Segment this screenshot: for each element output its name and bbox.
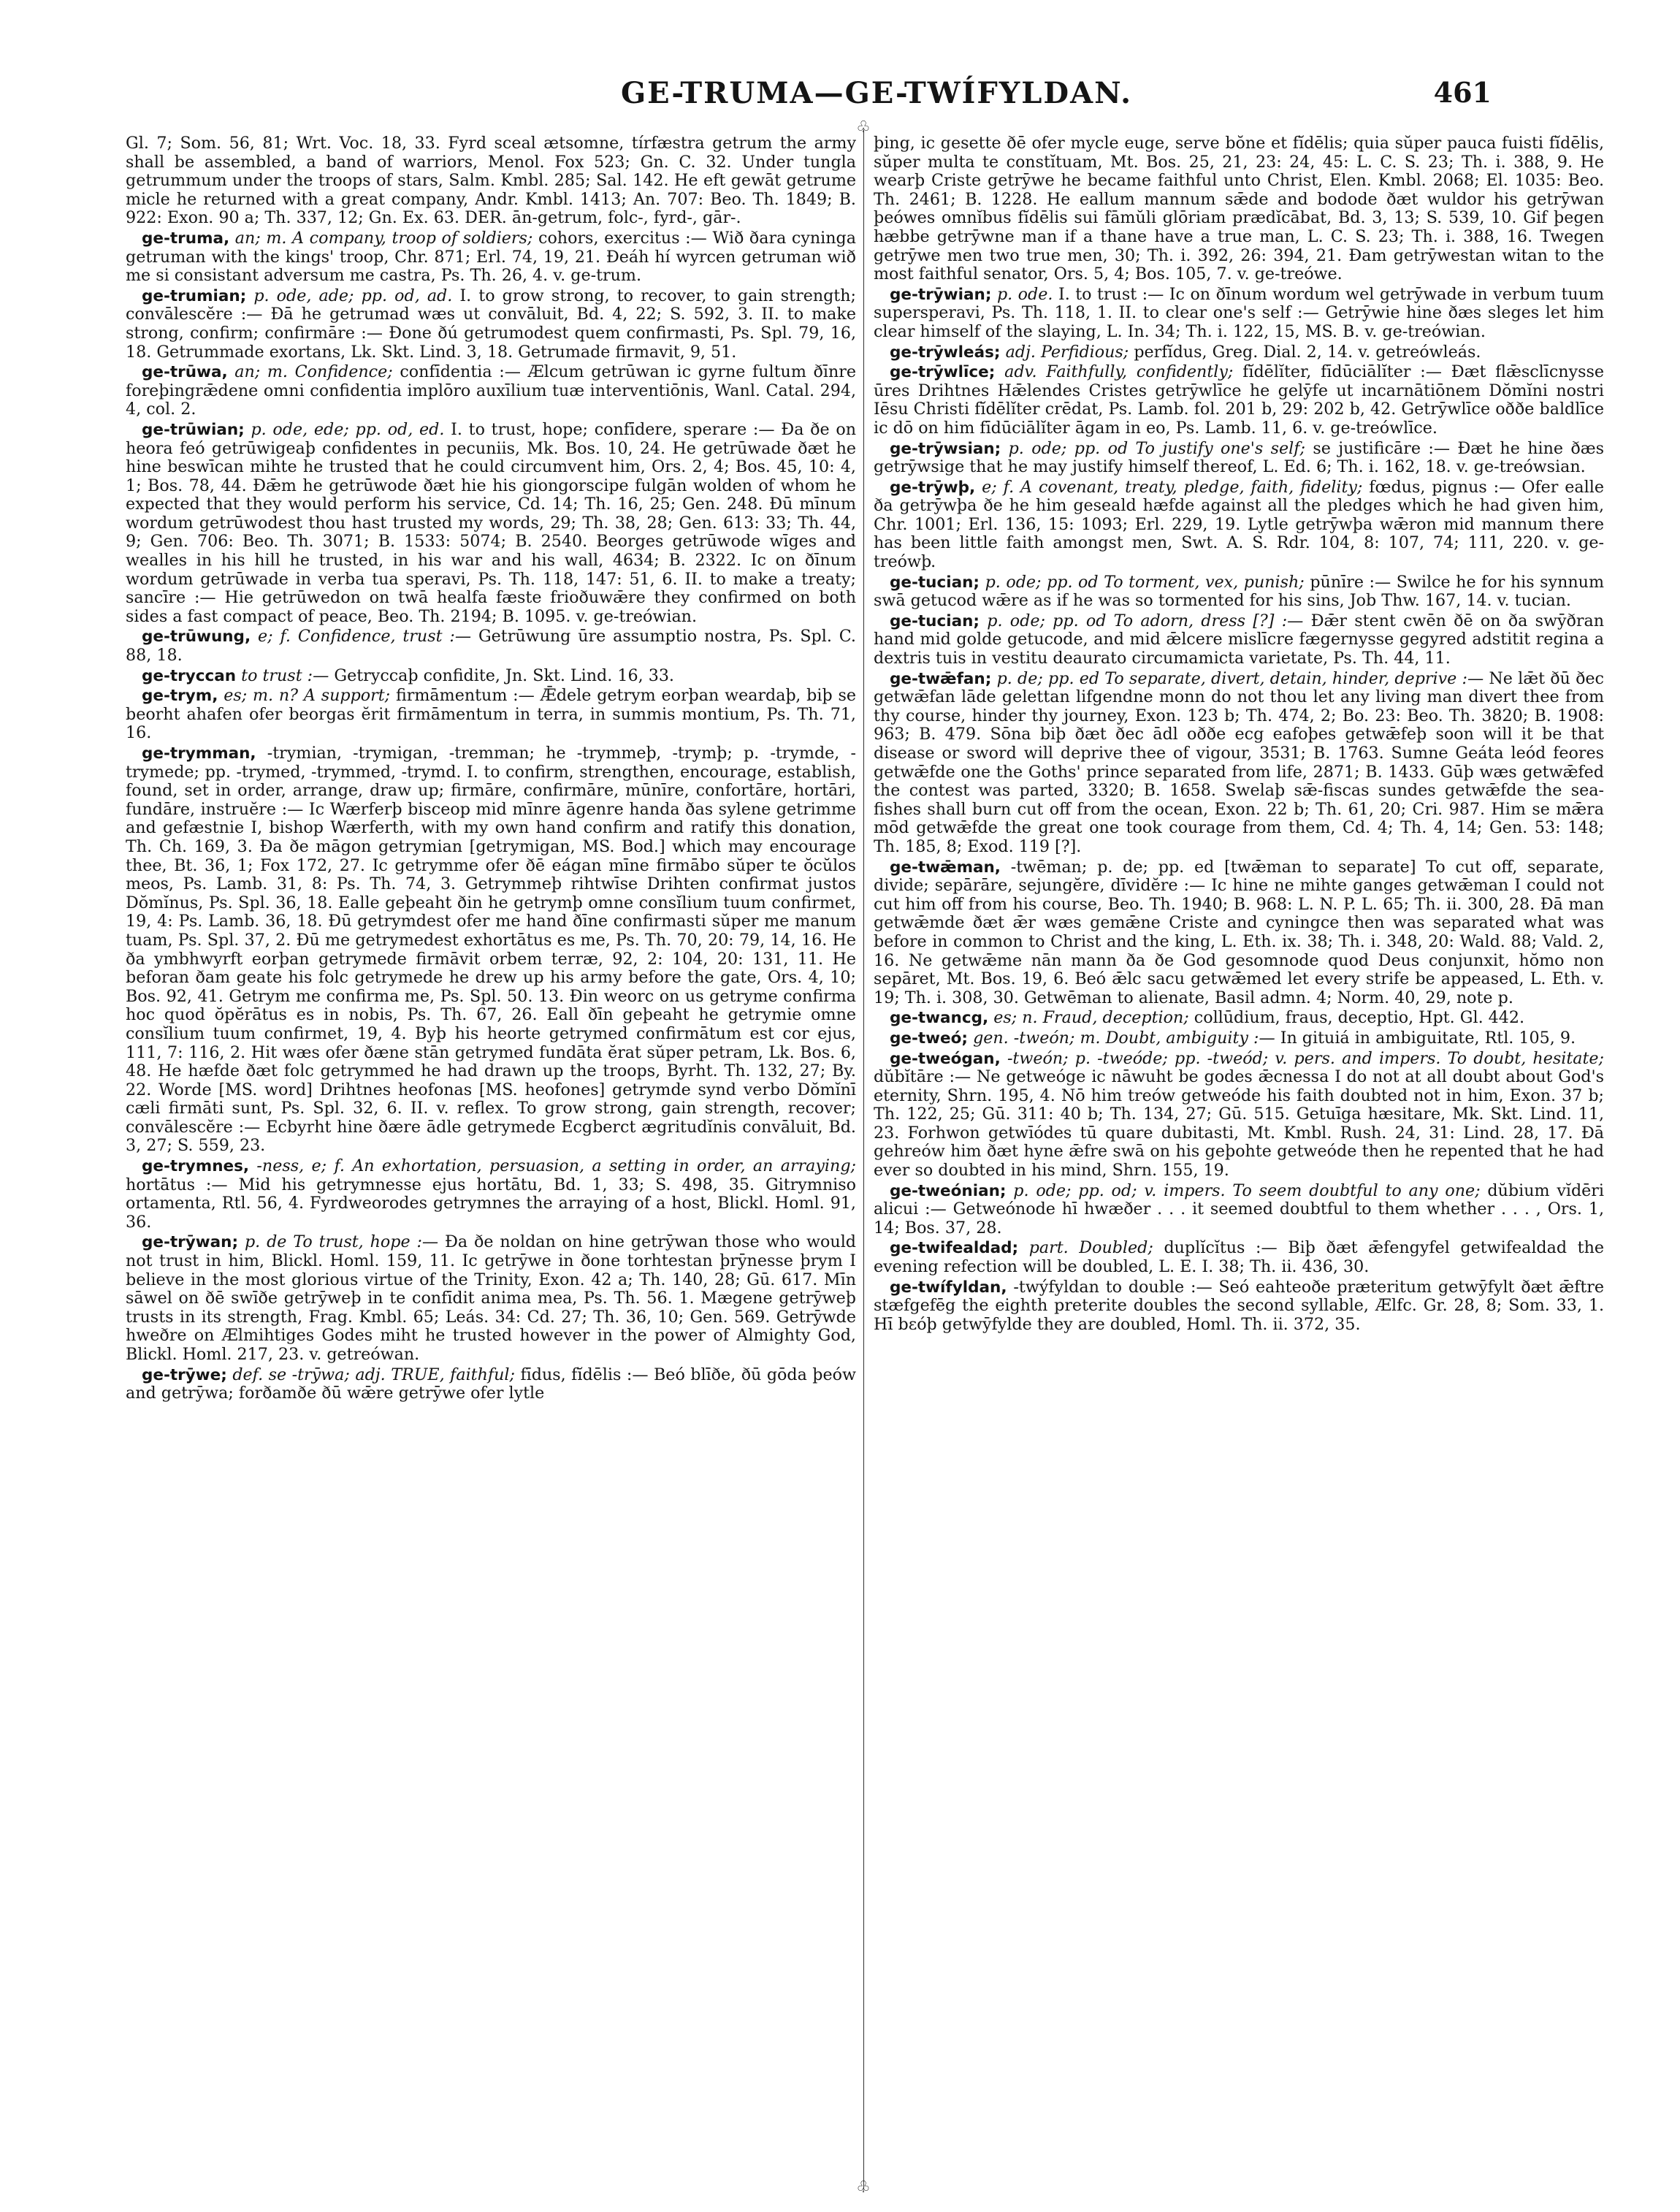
entry-headword: ge-tucian; [890,573,980,592]
entry-headword: ge-tweó; [890,1029,968,1048]
entry-body: fĭdēlĭter, fīdūciālĭter :— Ðæt flǣsclīcnysse ūres Drihtnes Hǣlendes Cristes getrȳwlīce he gelȳfe ut incarnātiōnem Dŏmĭni nostri Iēsu Christi fĭdēlĭter crēdat, Ps. Lamb. fol. 201 b, 29: 202 b, 42. Getrȳwlīce oððe baldlīce ic dō on him fīdūciālĭter āgam in eo, Ps. Lamb. 11, 6. v. ge-treówlīce. [874,362,1604,438]
entry-body: I. to trust, hope; confīdere, sperare :— Ða ðe on heora feó getrūwigeaþ confidentes in pecuniis, Mk. Bos. 10, 24. He getrūwade ðæt he hine beswīcan mihte he trusted that he could circumvent him, Ors. 2, 4; Bos. 45, 10: 4, 1; Bos. 78, 44. Ðǣm he getrūwode ðæt hie his giongorscipe fulgān wolden of whom he expected that they would perform his service, Cd. 14; Th. 16, 25; Gen. 248. Ðū mīnum wordum getrūwodest thou hast trusted my words, 29; Th. 38, 28; Gen. 613: 33; Th. 44, 9; Gen. 706: Beo. Th. 3071; B. 1533: 5074; B. 2540. Beorges getrūwode wīges and wealles in his hill he trusted, in his war and his wall, 4634; B. 2322. Ic on ðīnum wordum getrūwade in verba tua speravi, Ps. Th. 118, 147: 51, 6. II. to make a treaty; sancīre :— Hie getrūwedon on twā healfa fæste frioðuwǣre they confirmed on both sides a fast compact of peace, Beo. Th. 2194; B. 1095. v. ge-treówian. [126,419,856,626]
entry-grammar: e; f. A covenant, treaty, pledge, faith, fidelity; [982,477,1363,497]
dictionary-entry [126,1366,856,1403]
entry-grammar: -ness, e; f. An exhortation, persuasion, a setting in order, an arraying; [256,1156,856,1176]
left-column [126,134,856,2180]
entry-grammar: -tweón; p. -tweóde; pp. -tweód; v. pers. and impers. To doubt, hesitate; [1007,1048,1604,1068]
entry-grammar: p. de; pp. ed To separate, divert, detain, hinder, deprive :— [996,668,1484,688]
entry-headword: ge-trymnes, [142,1157,250,1176]
entry-grammar: to trust :— [241,665,329,685]
entry-grammar: adv. Faithfully, confidently; [1004,362,1234,382]
entry-headword: ge-trūwung, [142,628,251,647]
entry-body: dŭbĭtāre :— Ne getweóge ic nāwuht be godes ǣcnessa I do not at all doubt about God's eternity, Shrn. 195, 4. Nō him treów getweóde his faith doubted not in him, Exon. 37 b; Th. 122, 25; Gū. 311: 40 b; Th. 134, 27; Gū. 515. Getuīga hæsitare, Mk. Skt. Lind. 11, 23. Forhwon getwīódes tū quare dubitasti, Mt. Kmbl. Rush. 24, 31: Lind. 28, 17. Ðā gehreów him ðæt hyne ǣfre swā on his geþohte getweóde then he repented that he had ever so doubted in his mind, Shrn. 155, 19. [874,1067,1604,1181]
page-title: GE-TRUMA—GE-TWÍFYLDAN. [621,76,1133,110]
entry-headword: ge-trȳwleás; [890,343,1001,362]
entry-grammar: p. ode; pp. od To justify one's self; [1008,438,1305,458]
entry-headword: ge-trūwa, [142,363,228,382]
dictionary-entry [126,744,856,1156]
entry-headword: ge-tweógan, [890,1049,1001,1068]
dictionary-entry [874,1050,1604,1181]
entry-grammar: es; m. n? A support; [224,686,391,706]
entry-body: firmāmentum :— Ǣdele getrym eorþan weardaþ, biþ se beorht ahafen ofer beorgas ĕrit firmāmentum in terra, in summis montium, Ps. Th. 71, 16. [126,686,856,743]
entry-headword: ge-trūwian; [142,420,245,439]
column-ornament-bottom: ♧ [856,2178,871,2197]
entry-headword: ge-twífyldan, [890,1278,1007,1297]
running-head [0,76,1680,120]
entry-body: Ðǣr stent cwēn ðē on ða swȳðran hand mid golde getucode, and mid ǣlcere mislīcre fægernysse gegyred adstitit regina a dextris tuis in vestitu deaurato circumamicta varietate, Ps. Th. 44, 11. [874,611,1604,668]
entry-body: cohors, exercitus :— Wið ðara cyninga getruman with the kings' troop, Chr. 871; Erl. 74, 19, 21. Ðeáh hí wyrcen getruman wið me si consistant adversum me castra, Ps. Th. 26, 4. v. ge-trum. [126,228,856,286]
column-divider [863,130,864,2189]
entry-headword: ge-trumian; [142,286,247,305]
dictionary-entry [126,134,856,228]
entry-body: -twýfyldan to double :— Seó eahteoðe præteritum getwȳfylt ðæt ǣftre stæfgefēg the eighth preterite doubles the second syllable, Ælfc. Gr. 28, 8; Som. 33, 1. Hī bεóþ getwȳfylde they are doubled, Homl. Th. ii. 372, 35. [874,1277,1604,1334]
entry-headword: ge-trymman, [142,744,256,763]
entry-body: pūnīre :— Swilce he for his synnum swā getucod wǣre as if he was so tormented for his sins, Job Thw. 167, 14. v. tucian. [874,572,1604,611]
dictionary-entry [874,1239,1604,1276]
entry-headword: ge-trȳwian; [890,285,992,304]
entry-body: In gituiá in ambiguitate, Rtl. 105, 9. [1280,1028,1576,1048]
dictionary-entry [874,1009,1604,1028]
entry-body: hortātus :— Mid his getrymnesse ejus hortātu, Bd. 1, 33; S. 498, 35. Gitrymniso ortamenta, Rtl. 56, 4. Fyrdweorodes getrymnes the arraying of a host, Blickl. Homl. 91, 36. [126,1175,856,1232]
entry-grammar: p. de To trust, hope :— [244,1232,439,1252]
entry-body: Ða ðe noldan on hine getrȳwan those who would not trust in him, Blickl. Homl. 159, 11. Ic getrȳwe in ðone torhtestan þrȳnesse þrym I believe in the most glorious virtue of the Trinity, Exon. 42 a; Th. 140, 28; Gū. 617. Mīn sāwel on ðē swīðe getrȳweþ in te confīdit anima mea, Ps. Th. 56. 1. Mægene getrȳweþ trusts in its strength, Frag. Kmbl. 65; Leás. 34: Cd. 27; Th. 36, 10; Gen. 569. Getrȳwde hweðre on Ælmihtiges Godes miht he trusted however in the power of Almighty God, Blickl. Homl. 217, 23. v. getreówan. [126,1232,856,1364]
dictionary-entry [874,670,1604,857]
entry-headword: ge-tucian; [890,611,980,630]
dictionary-entry [126,363,856,419]
dictionary-entry [126,229,856,286]
entry-headword: ge-tryccan [142,666,237,685]
entry-grammar: gen. -tweón; m. Doubt, ambiguity :— [973,1028,1275,1048]
entry-grammar: e; f. Confidence, trust :— [258,627,472,647]
entry-grammar: an; m. A company, troop of soldiers; [234,228,533,248]
entry-headword: ge-trȳwlīce; [890,363,996,382]
entry-body: I. to grow strong, to recover, to gain strength; convālescĕre :— Ðā he getrumad wæs ut convāluit, Bd. 4, 22; S. 592, 3. II. to make strong, confirm; confirmāre :— Ðone ðú getrumodest quem confirmasti, Ps. Spl. 79, 16, 18. Getrummade exortans, Lk. Skt. Lind. 3, 18. Getrumade firmavit, 9, 51. [126,286,856,362]
dictionary-entry [874,134,1604,284]
dictionary-entry [874,478,1604,572]
entry-headword: ge-trȳwþ, [890,478,976,497]
entry-headword: ge-tweónian; [890,1181,1007,1200]
entry-body: dŭbium vĭdēri alicui :— Getweónode hī hwæðer . . . it seemed doubtful to them whether . . . , Ors. 1, 14; Bos. 37, 28. [874,1181,1604,1237]
dictionary-entry [874,343,1604,362]
dictionary-entry [126,667,856,686]
entry-grammar: def. se -trȳwa; adj. TRUE, faithful; [232,1365,515,1384]
entry-body: perfĭdus, Greg. Dial. 2, 14. v. getreówleás. [1134,342,1481,362]
entry-headword: ge-twifealdad; [890,1239,1019,1258]
entry-headword: ge-truma, [142,229,230,248]
dictionary-entry [874,612,1604,668]
dictionary-entry [126,1157,856,1232]
entry-headword: ge-trȳwsian; [890,439,1001,458]
entry-grammar: p. ode. [996,284,1053,304]
column-ornament-top: ♧ [856,118,871,137]
dictionary-entry [874,440,1604,477]
dictionary-entry [126,421,856,627]
entry-grammar: p. ode; pp. od To torment, vex, punish; [985,572,1305,592]
dictionary-entry [874,858,1604,1008]
dictionary-entry [874,573,1604,611]
entry-body: I. to trust :— Ic on ðīnum wordum wel getrȳwade in verbum tuum supersperavi, Ps. Th. 118, 1. II. to clear one's self :— Getrȳwie hine ðæs sleges let him clear himself of the slaying, L. In. 34; Th. i. 122, 15, MS. B. v. ge-treówian. [874,284,1604,341]
entry-headword: ge-twancg, [890,1009,989,1028]
entry-headword: ge-twǣfan; [890,669,992,688]
entry-grammar: adj. Perfidious; [1005,342,1129,362]
entry-headword: ge-twǣman, [890,858,1001,877]
dictionary-entry [874,1029,1604,1048]
dictionary-entry [126,1233,856,1364]
entry-body: duplĭcĭtus :— Biþ ðæt ǣfengyfel getwifealdad the evening refection will be doubled, L. E. I. 38; Th. ii. 436, 30. [874,1238,1604,1277]
entry-body: confīdentia :— Ælcum getrūwan ic gyrne fultum ðīnre foreþingrǣdene omni confidentia implōro auxīlium tuæ interventiōnis, Wanl. Catal. 294, 4, col. 2. [126,362,856,419]
entry-grammar: es; n. Fraud, deception; [993,1008,1189,1028]
entry-grammar: an; m. Confidence; [234,362,393,382]
dictionary-entry [126,287,856,362]
entry-body: Ne lǣt ðū ðec getwǣfan lāde gelettan lifgendne monn do not thou let any living man divert thee from thy course, hinder thy journey, Exon. 123 b; Th. 474, 2; Bo. 23: Beo. Th. 3820; B. 1908: 963; B. 479. Sōna biþ ðæt ðec ādl oððe ecg eafoþes getwǣfeþ soon will it be that disease or sword will deprive thee of vigour, 3531; B. 1763. Sumne Geáta leód feores getwǣfde one the Goths' prince separated from life, 2871; B. 1433. Gūþ wæs getwǣfed the contest was parted, 3320; B. 1658. Swelaþ sǣ-fiscas sundes getwǣfde the sea-fishes shall burn cut off from the ocean, Exon. 22 b; Th. 61, 20; Cri. 987. Him se mǣra mōd getwǣfde the great one took courage from them, Cd. 4; Th. 4, 14; Gen. 53: 148; Th. 185, 8; Exod. 119 [?]. [874,668,1604,856]
dictionary-entry [874,363,1604,438]
entry-headword: ge-trȳwe; [142,1365,227,1384]
entry-grammar: p. ode, ade; pp. od, ad. [253,286,453,305]
entry-body: -twēman; p. de; pp. ed [twǣman to separate] To cut off, separate, divide; sepārāre, sejungĕre, dīvidĕre :— Ic hine ne mihte ganges getwǣman I could not cut him off from his course, Beo. Th. 1940; B. 968: L. N. P. L. 65; Th. ii. 300, 28. Ðā man getwǣmde ðæt ǣr wæs gemǣne Criste and cyningce then was separated what was before in common to Christ and the king, L. Eth. ix. 38; Th. i. 348, 20: Wald. 88; Vald. 2, 16. Ne getwǣme nān mann ða ðe God gesomnode quod Deus conjunxit, hŏmo non sepāret, Mt. Bos. 19, 6. Beó ǣlc sacu getwǣmed let every strife be appeased, L. Eth. v. 19; Th. i. 308, 30. Getwēman to alienate, Basil admn. 4; Norm. 40, 29, note p. [874,857,1604,1007]
entry-body: Getrūwung ūre assumptio nostra, Ps. Spl. C. 88, 18. [126,627,856,665]
dictionary-entry [874,1182,1604,1238]
dictionary-entry [126,687,856,743]
entry-body: se justificāre :— Ðæt he hine ðæs getrȳwsige that he may justify himself thereof, L. Ed. 6; Th. i. 162, 18. v. ge-treówsian. [874,438,1604,477]
entry-headword: ge-trym, [142,687,218,706]
entry-grammar: p. ode; pp. od; v. impers. To seem doubtful to any one; [1013,1181,1481,1200]
dictionary-entry [874,1278,1604,1335]
entry-body: fīdus, fĭdēlis :— Beó blīðe, ðū gōda þeów and getrȳwa; forðamðe ðū wǣre getrȳwe ofer lytle [126,1365,856,1403]
entry-body: Getryccaþ confidite, Jn. Skt. Lind. 16, 33. [334,665,674,685]
entry-grammar: part. Doubled; [1028,1238,1153,1258]
entry-body: þing, ic gesette ðē ofer mycle euge, serve bŏne et fĭdēlis; quia sŭper pauca fuisti fĭdēlis, sŭper multa te constĭtuam, Mt. Bos. 25, 21, 23: 24, 45: L. C. S. 23; Th. i. 388, 9. He wearþ Criste getrȳwe he became faithful unto Christ, Elen. Kmbl. 2068; El. 1035: Beo. Th. 2461; B. 1228. He eallum mannum sǣde and bodode ðæt wuldor his getrȳwan þeówes omnĭbus fĭdēlis sui fāmŭli glōriam prædĭcābat, Bd. 3, 13; S. 539, 10. Gif þegen hæbbe getrȳwne man if a thane have a true man, L. C. S. 23; Th. i. 388, 16. Twegen getrȳwe men two true men, 30; Th. i. 392, 26: 394, 21. Ðam getrȳwestan witan to the most faithful senator, Ors. 5, 4; Bos. 105, 7. v. ge-treówe. [874,134,1604,284]
entry-grammar: p. ode; pp. od To adorn, dress [?] :— [987,611,1304,630]
entry-grammar: p. ode, ede; pp. od, ed. [251,419,445,439]
dictionary-entry [126,628,856,665]
dictionary-entry [874,286,1604,342]
right-column [874,134,1604,2180]
page-number: 461 [1433,76,1492,109]
entry-headword: ge-trȳwan; [142,1233,239,1252]
entry-body: fœdus, pignus :— Ofer ealle ða getrȳwþa ðe he him geseald hæfde against all the pledges which he had given him, Chr. 1001; Erl. 136, 15: 1093; Erl. 229, 19. Lytle getrȳwþa wǣron mid mannum there has been little faith amongst men, Swt. A. S. Rdr. 104, 8: 107, 74; 111, 220. v. ge-treówþ. [874,477,1604,572]
entry-body: Gl. 7; Som. 56, 81; Wrt. Voc. 18, 33. Fyrd sceal ætsomne, tírfæstra getrum the army shall be assembled, a band of warriors, Menol. Fox 523; Gn. C. 32. Under tungla getrummum under the troops of stars, Salm. Kmbl. 285; Sal. 142. He eft gewāt getrume micle he returned with a great company, Andr. Kmbl. 1413; An. 707: Beo. Th. 1849; B. 922: Exon. 90 a; Th. 337, 12; Gn. Ex. 63. DER. ān-getrum, folc-, fyrd-, gār-. [126,134,856,228]
entry-body: -trymian, -trymigan, -tremman; he -trymmeþ, -trymþ; p. -trymde, -trymede; pp. -trymed, -trymmed, -trymd. I. to confirm, strengthen, encourage, establish, found, set in order, arrange, draw up; firmāre, confirmāre, mūnīre, confortāre, hortāri, fundāre, instruĕre :— Ic Wærferþ bisceop mid mīnre āgenre handa ðas sylene getrimme and gefæstnie I, bishop Wærferth, with my own hand confirm and ratify this donation, Th. Ch. 169, 3. Ða ðe māgon getrymian [getrymigan, MS. Bod.] which may encourage thee, Bt. 36, 1; Fox 172, 27. Ic getrymme ofer ðē eágan mīne firmābo sŭper te ŏcŭlos meos, Ps. Lamb. 31, 8: Ps. Th. 74, 3. Getrymmeþ rihtwīse Drihten confirmat justos Dŏmĭnus, Ps. Spl. 36, 18. Ealle geþeaht ðin he getrymþ omne consĭlium tuum confirmet, 19, 4: Ps. Lamb. 36, 18. Ðū getrymdest ofer me hand ðīne confirmasti sŭper me manum tuam, Ps. Spl. 37, 2. Ðū me getrymedest exhortātus es me, Ps. Th. 70, 20: 79, 14, 16. He ða ymbhwyrft eorþan getrymede firmāvit orbem terræ, 92, 2: 104, 20: 131, 11. He beforan ðam geate his folc getrymede he drew up his army before the gate, Ors. 4, 10; Bos. 92, 41. Getrym me confirma me, Ps. Spl. 50. 13. Ðin weorc on us getryme confirma hoc quod ŏpĕrātus es in nobis, Ps. Th. 67, 26. Eall ðīn geþeaht he getrymie omne consĭlium tuum confirmet, 19, 4. Byþ his heorte getrymed confirmātum est cor ejus, 111, 7: 116, 2. Hit wæs ofer ðæne stān getrymed fundāta ĕrat sŭper petram, Lk. Bos. 6, 48. He hæfde ðæt folc getrymmed he had drawn up the troops, Byrht. Th. 132, 27; By. 22. Worde [MS. word] Drihtnes heofonas [MS. heofones] getrymde synd verbo Dŏmĭnī cæli firmāti sunt, Ps. Spl. 32, 6. II. v. reflex. To grow strong, gain strength, recover; convālescĕre :— Ecbyrht hine ðære ādle getrymede Ecgberct ægritudĭnis convāluit, Bd. 3, 27; S. 559, 23. [126,744,856,1156]
entry-body: collūdium, fraus, deceptio, Hpt. Gl. 442. [1194,1008,1525,1028]
